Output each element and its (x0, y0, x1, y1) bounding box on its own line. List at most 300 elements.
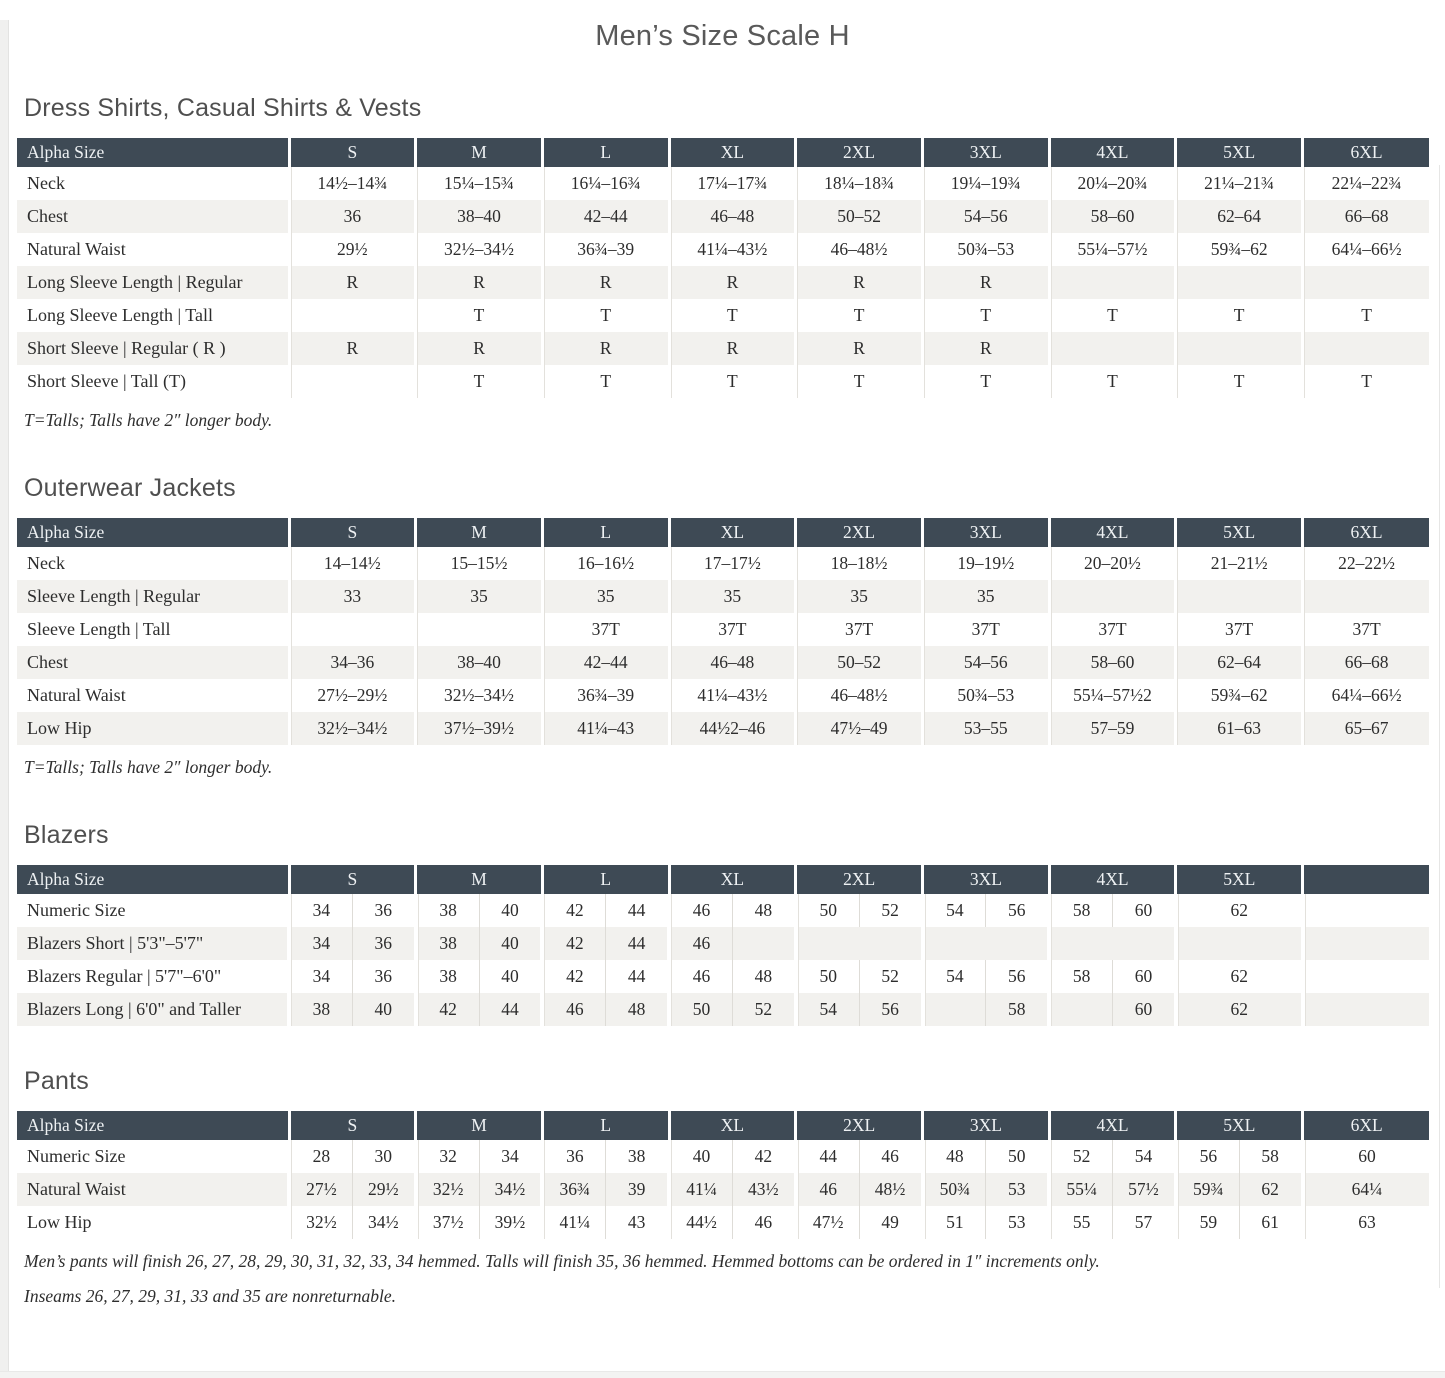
footnotes-slot (0, 1248, 1445, 1309)
size-cell: 22–22½ (1303, 547, 1430, 580)
size-cell: 59¾–62 (1176, 233, 1303, 266)
size-cell: 64¼ (1303, 1173, 1430, 1206)
size-cell: 40 (479, 927, 542, 960)
size-cell: 44 (606, 960, 669, 993)
size-cell: R (416, 266, 543, 299)
size-cell: 55 (1049, 1206, 1112, 1239)
size-cell: 27½ (289, 1173, 352, 1206)
size-cell: 66–68 (1303, 200, 1430, 233)
size-cell: 46 (732, 1206, 795, 1239)
column-header: 5XL (1176, 138, 1303, 167)
column-header: 6XL (1303, 138, 1430, 167)
size-cell: 58 (1049, 894, 1112, 927)
row-label: Natural Waist (27, 239, 126, 259)
size-cell: 21–21½ (1176, 547, 1303, 580)
size-cell: 53–55 (922, 712, 1049, 745)
size-cell: 58 (986, 993, 1049, 1026)
section-blazers (0, 821, 1445, 1026)
size-cell: 37T (669, 613, 796, 646)
size-cell: R (796, 332, 923, 365)
section-outerwear-jackets (0, 474, 1445, 780)
table-row (17, 332, 1429, 365)
size-cell: 42 (542, 927, 605, 960)
size-cell: 53 (986, 1206, 1049, 1239)
column-header: 4XL (1049, 865, 1176, 894)
size-cell: 42–44 (542, 200, 669, 233)
size-cell: 30 (352, 1140, 415, 1173)
size-cell: 57½ (1113, 1173, 1176, 1206)
size-cell: 62 (1239, 1173, 1302, 1206)
column-header: 4XL (1049, 518, 1176, 547)
table-row (17, 927, 1429, 960)
size-table (17, 865, 1429, 1026)
column-header: M (416, 518, 543, 547)
size-cell: 50–52 (796, 646, 923, 679)
size-cell: 36¾–39 (542, 233, 669, 266)
size-cell: 46 (542, 993, 605, 1026)
size-cell: 60 (1113, 960, 1176, 993)
size-cell: 36 (542, 1140, 605, 1173)
size-cell: 46 (796, 1173, 859, 1206)
size-cell: 42 (416, 993, 479, 1026)
size-cell: 21¼–21¾ (1176, 167, 1303, 200)
size-cell: 52 (859, 960, 922, 993)
size-cell: R (796, 266, 923, 299)
table-row (17, 167, 1429, 200)
column-header: Alpha Size (17, 518, 289, 547)
size-cell: 39 (606, 1173, 669, 1206)
table-row (17, 200, 1429, 233)
size-cell: 43½ (732, 1173, 795, 1206)
footnotes-slot (0, 754, 1445, 780)
size-cell (1303, 993, 1430, 1026)
size-cell: 17–17½ (669, 547, 796, 580)
column-header: 3XL (923, 1111, 1050, 1140)
size-cell: 44 (606, 894, 669, 927)
page-bottom-edge (0, 1371, 1445, 1378)
table-row (17, 1140, 1429, 1173)
size-cell: 52 (1049, 1140, 1112, 1173)
size-cell: 28 (289, 1140, 352, 1173)
row-label: Sleeve Length | Tall (27, 619, 171, 639)
size-cell: 65–67 (1303, 712, 1430, 745)
size-cell: 52 (732, 993, 795, 1026)
size-cell: T (416, 299, 543, 332)
size-cell: 32½ (416, 1173, 479, 1206)
row-label: Chest (27, 652, 69, 672)
size-cell: 50¾ (923, 1173, 986, 1206)
size-cell: 55¼–57½2 (1049, 679, 1176, 712)
size-cell: T (542, 299, 669, 332)
size-cell (1049, 266, 1176, 299)
size-cell: 20–20½ (1049, 547, 1176, 580)
size-cell: 27½–29½ (289, 679, 416, 712)
size-cell: 56 (986, 894, 1049, 927)
size-table (17, 138, 1429, 398)
size-cell: 62 (1176, 960, 1303, 993)
column-header: XL (669, 1111, 796, 1140)
column-header: Alpha Size (17, 1111, 289, 1140)
column-header: 3XL (922, 518, 1049, 547)
size-cell: 59 (1176, 1206, 1239, 1239)
size-cell: 46 (669, 960, 732, 993)
row-label: Sleeve Length | Regular (27, 586, 201, 606)
column-header: 5XL (1176, 1111, 1303, 1140)
size-cell: R (542, 332, 669, 365)
size-cell (1049, 580, 1176, 613)
column-header: Alpha Size (17, 865, 289, 894)
size-cell: 51 (923, 1206, 986, 1239)
size-cell: T (1049, 365, 1176, 398)
size-cell: 16¼–16¾ (542, 167, 669, 200)
size-cell: 18–18½ (796, 547, 923, 580)
column-header: L (542, 518, 669, 547)
page-left-edge (0, 20, 9, 1371)
table-slot (0, 1111, 1445, 1239)
size-cell (289, 299, 416, 332)
size-cell (416, 613, 543, 646)
row-label: Short Sleeve | Tall (T) (27, 371, 186, 391)
size-cell: 44 (606, 927, 669, 960)
size-cell: 47½ (796, 1206, 859, 1239)
size-cell: 60 (1303, 1140, 1430, 1173)
size-cell: 42 (542, 894, 605, 927)
row-label: Blazers Long | 6'0" and Taller (27, 999, 242, 1019)
column-header: 2XL (796, 1111, 923, 1140)
table-row (17, 233, 1429, 266)
size-cell: R (289, 266, 416, 299)
size-cell: 38 (289, 993, 352, 1026)
column-header (1303, 865, 1430, 894)
column-header: L (542, 865, 669, 894)
size-cell: 22¼–22¾ (1303, 167, 1430, 200)
size-cell: T (1176, 299, 1303, 332)
row-label: Long Sleeve Length | Tall (27, 305, 213, 325)
size-cell: 61–63 (1176, 712, 1303, 745)
section-heading-blazers: Blazers (24, 821, 109, 849)
size-cell: 58–60 (1049, 200, 1176, 233)
footnotes-slot (0, 407, 1445, 433)
size-cell: 54–56 (922, 646, 1049, 679)
size-cell: 14½–14¾ (289, 167, 416, 200)
size-cell (923, 927, 1050, 960)
size-cell: 50 (669, 993, 732, 1026)
size-cell (732, 927, 795, 960)
size-cell: 44½2–46 (669, 712, 796, 745)
column-header: 2XL (796, 138, 923, 167)
size-cell: 54–56 (922, 200, 1049, 233)
row-label: Natural Waist (27, 1179, 126, 1199)
size-cell: 42–44 (542, 646, 669, 679)
table-row (17, 679, 1429, 712)
page-title: Men’s Size Scale H (595, 20, 850, 52)
row-label: Long Sleeve Length | Regular (27, 272, 243, 292)
table-row (17, 266, 1429, 299)
size-cell: 15–15½ (416, 547, 543, 580)
size-cell: 57 (1113, 1206, 1176, 1239)
column-header: S (289, 138, 416, 167)
size-table (17, 518, 1429, 745)
size-cell: 61 (1239, 1206, 1302, 1239)
table-row (17, 299, 1429, 332)
column-header: Alpha Size (17, 138, 289, 167)
size-cell: 20¼–20¾ (1049, 167, 1176, 200)
row-label: Numeric Size (27, 900, 126, 920)
size-cell: 32 (416, 1140, 479, 1173)
row-label: Natural Waist (27, 685, 126, 705)
size-cell: 34½ (479, 1173, 542, 1206)
size-cell: 33 (289, 580, 416, 613)
size-cell: 41¼–43½ (669, 233, 796, 266)
size-cell (1176, 580, 1303, 613)
size-cell (1303, 927, 1430, 960)
size-cell: 54 (796, 993, 859, 1026)
size-cell: 64¼–66½ (1303, 233, 1430, 266)
footnote: T=Talls; Talls have 2″ longer body. (24, 410, 273, 430)
size-cell: 62 (1176, 894, 1303, 927)
size-cell: 56 (1176, 1140, 1239, 1173)
size-cell: 36 (289, 200, 416, 233)
size-cell: 50 (796, 960, 859, 993)
size-cell (1049, 993, 1112, 1026)
size-cell: 41¼ (542, 1206, 605, 1239)
size-cell: 49 (859, 1206, 922, 1239)
size-cell: 48 (732, 960, 795, 993)
size-cell: 58–60 (1049, 646, 1176, 679)
size-cell: 40 (352, 993, 415, 1026)
size-cell: 32½–34½ (416, 233, 543, 266)
size-cell: R (669, 332, 796, 365)
footnote: T=Talls; Talls have 2″ longer body. (24, 757, 273, 777)
size-cell: 34½ (352, 1206, 415, 1239)
header-row (17, 1111, 1429, 1140)
size-cell: 60 (1113, 894, 1176, 927)
size-cell: 64¼–66½ (1303, 679, 1430, 712)
size-cell: R (542, 266, 669, 299)
header-row (17, 865, 1429, 894)
row-label: Neck (27, 553, 65, 573)
size-cell: 32½ (289, 1206, 352, 1239)
size-cell: 36 (352, 960, 415, 993)
table-slot (0, 865, 1445, 1026)
size-cell: 34 (289, 894, 352, 927)
size-cell (289, 613, 416, 646)
section-heading-pants: Pants (24, 1067, 89, 1095)
size-cell: 40 (669, 1140, 732, 1173)
size-cell (796, 927, 923, 960)
table-row (17, 1206, 1429, 1239)
size-cell: 37T (1303, 613, 1430, 646)
size-cell: 43 (606, 1206, 669, 1239)
column-header: 4XL (1049, 138, 1176, 167)
size-cell: 34 (289, 927, 352, 960)
size-cell: 35 (922, 580, 1049, 613)
size-cell: 37T (922, 613, 1049, 646)
size-cell: 38 (416, 960, 479, 993)
column-header: 4XL (1049, 1111, 1176, 1140)
size-cell: T (669, 365, 796, 398)
size-cell: 46–48½ (796, 233, 923, 266)
size-cell: 55¼ (1049, 1173, 1112, 1206)
column-header: S (289, 1111, 416, 1140)
size-cell: 50 (986, 1140, 1049, 1173)
size-cell: 34 (479, 1140, 542, 1173)
size-cell: 54 (923, 894, 986, 927)
column-header: 5XL (1176, 518, 1303, 547)
size-table (17, 1111, 1429, 1239)
column-header: 6XL (1303, 1111, 1430, 1140)
size-cell (1303, 580, 1430, 613)
size-cell: 34–36 (289, 646, 416, 679)
size-cell: 54 (1113, 1140, 1176, 1173)
row-label: Low Hip (27, 718, 92, 738)
size-cell: 15¼–15¾ (416, 167, 543, 200)
size-cell: 19¼–19¾ (922, 167, 1049, 200)
size-cell (289, 365, 416, 398)
section-pants (0, 1067, 1445, 1309)
table-row (17, 547, 1429, 580)
size-cell: 48½ (859, 1173, 922, 1206)
size-cell (1049, 927, 1176, 960)
size-cell: T (1303, 299, 1430, 332)
size-cell: 48 (606, 993, 669, 1026)
size-cell: 32½–34½ (289, 712, 416, 745)
size-cell: R (922, 266, 1049, 299)
size-cell: 44 (796, 1140, 859, 1173)
size-cell: 19–19½ (922, 547, 1049, 580)
size-cell: 44 (479, 993, 542, 1026)
size-cell (1049, 332, 1176, 365)
size-cell: 48 (732, 894, 795, 927)
size-cell: 29½ (352, 1173, 415, 1206)
size-cell: 46 (669, 894, 732, 927)
table-row (17, 646, 1429, 679)
row-label: Blazers Regular | 5'7"–6'0" (27, 966, 222, 986)
size-cell: T (669, 299, 796, 332)
section-heading-outerwear-jackets: Outerwear Jackets (24, 474, 236, 502)
column-header: 3XL (923, 865, 1050, 894)
size-cell: 50–52 (796, 200, 923, 233)
column-header: S (289, 518, 416, 547)
size-cell: 56 (986, 960, 1049, 993)
table-row (17, 1173, 1429, 1206)
size-cell: 38–40 (416, 646, 543, 679)
section-heading-dress-shirts: Dress Shirts, Casual Shirts & Vests (24, 94, 422, 122)
column-header: XL (669, 518, 796, 547)
size-cell: R (289, 332, 416, 365)
size-cell: 57–59 (1049, 712, 1176, 745)
size-cell: 60 (1113, 993, 1176, 1026)
size-cell: 50¾–53 (922, 679, 1049, 712)
size-cell: 59¾ (1176, 1173, 1239, 1206)
size-cell: T (1303, 365, 1430, 398)
table-row (17, 580, 1429, 613)
table-row (17, 712, 1429, 745)
size-cell: 14–14½ (289, 547, 416, 580)
size-cell: 46–48 (669, 646, 796, 679)
header-row (17, 518, 1429, 547)
size-cell: T (922, 365, 1049, 398)
size-cell: 52 (859, 894, 922, 927)
size-cell: 32½–34½ (416, 679, 543, 712)
size-cell: 62–64 (1176, 200, 1303, 233)
size-cell: 58 (1049, 960, 1112, 993)
size-cell: 37T (796, 613, 923, 646)
size-cell: T (922, 299, 1049, 332)
size-cell: 62–64 (1176, 646, 1303, 679)
size-cell (923, 993, 986, 1026)
size-cell (1303, 332, 1430, 365)
size-cell: 56 (859, 993, 922, 1026)
footnote: Inseams 26, 27, 29, 31, 33 and 35 are nonreturnable. (24, 1286, 397, 1306)
size-cell: 38 (416, 927, 479, 960)
size-cell: 46–48 (669, 200, 796, 233)
column-header: 6XL (1303, 518, 1430, 547)
size-cell (1303, 894, 1430, 927)
size-cell: T (542, 365, 669, 398)
size-cell: 44½ (669, 1206, 732, 1239)
size-cell: 35 (542, 580, 669, 613)
size-cell: R (416, 332, 543, 365)
size-cell: 37½–39½ (416, 712, 543, 745)
size-cell: T (796, 299, 923, 332)
size-cell: 37T (1176, 613, 1303, 646)
size-cell: 48 (923, 1140, 986, 1173)
size-cell: 46 (859, 1140, 922, 1173)
size-cell: 53 (986, 1173, 1049, 1206)
column-header: 2XL (796, 518, 923, 547)
size-cell (1176, 927, 1303, 960)
size-cell (1176, 266, 1303, 299)
size-cell: 38 (416, 894, 479, 927)
column-header: 3XL (922, 138, 1049, 167)
table-row (17, 960, 1429, 993)
row-label: Low Hip (27, 1212, 92, 1232)
page-right-edge (1439, 165, 1440, 1288)
column-header: L (542, 138, 669, 167)
size-cell: 41¼–43 (542, 712, 669, 745)
size-cell: 35 (796, 580, 923, 613)
size-cell: 42 (732, 1140, 795, 1173)
column-header: M (416, 1111, 543, 1140)
row-label: Chest (27, 206, 69, 226)
size-cell: 50¾–53 (922, 233, 1049, 266)
size-cell: 41¼ (669, 1173, 732, 1206)
size-cell (1176, 332, 1303, 365)
size-cell: 36 (352, 927, 415, 960)
size-cell: 37T (542, 613, 669, 646)
column-header: 2XL (796, 865, 923, 894)
size-cell: T (416, 365, 543, 398)
size-cell (1303, 960, 1430, 993)
size-cell: R (922, 332, 1049, 365)
size-cell: 47½–49 (796, 712, 923, 745)
footnote: Men’s pants will finish 26, 27, 28, 29, 30, 31, 32, 33, 34 hemmed. Talls will finish 35, 36 hemmed. Hemmed bottoms can be ordered in 1″ increments only. (24, 1251, 1100, 1271)
size-cell: 62 (1176, 993, 1303, 1026)
table-row (17, 365, 1429, 398)
table-row (17, 993, 1429, 1026)
size-cell: 42 (542, 960, 605, 993)
size-cell: 34 (289, 960, 352, 993)
size-cell: 16–16½ (542, 547, 669, 580)
size-cell: 66–68 (1303, 646, 1430, 679)
table-slot (0, 518, 1445, 745)
size-cell: 50 (796, 894, 859, 927)
size-cell: 59¾–62 (1176, 679, 1303, 712)
size-cell: 38 (606, 1140, 669, 1173)
size-cell: 41¼–43½ (669, 679, 796, 712)
size-cell (1303, 266, 1430, 299)
